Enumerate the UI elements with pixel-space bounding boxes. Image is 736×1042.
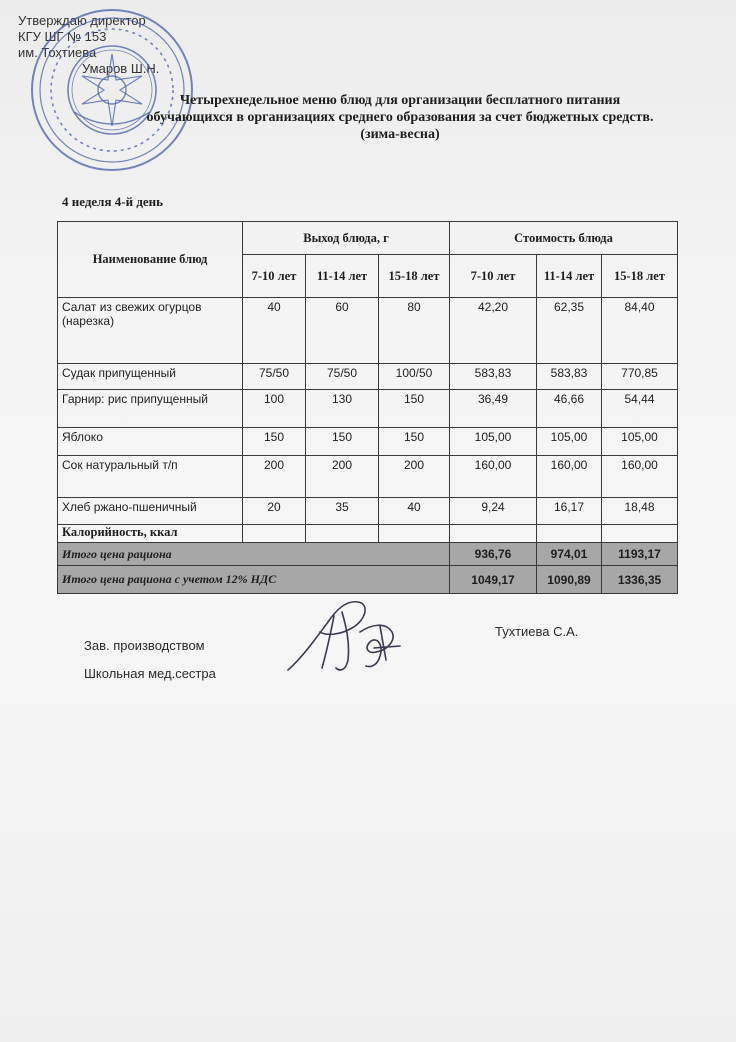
title-line-3: (зима-весна) [360, 127, 440, 142]
header-yield: Выход блюда, г [243, 222, 450, 255]
calories-label: Калорийность, ккал [58, 525, 243, 543]
title-line-1: Четырехнедельное меню блюд для организации бесплатного питания [179, 93, 621, 108]
header-age-group: 11-14 лет [306, 255, 379, 298]
production-head-label: Зав. производством [84, 638, 205, 653]
document-title [80, 92, 720, 143]
header-age-group: 15-18 лет [379, 255, 450, 298]
handwritten-signature-icon [276, 596, 406, 678]
header-cost: Стоимость блюда [450, 222, 678, 255]
dish-name: Гарнир: рис припущенный [58, 390, 243, 428]
dish-name: Хлеб ржано-пшеничный [58, 498, 243, 525]
total-value: 936,76 [450, 543, 537, 566]
total-vat-value: 1049,17 [450, 566, 537, 594]
cost-value: 105,00 [602, 428, 678, 456]
empty-cell [379, 525, 450, 543]
header-age-group: 7-10 лет [450, 255, 537, 298]
cost-value: 84,40 [602, 298, 678, 364]
dish-name: Салат из свежих огурцов (нарезка) [58, 298, 243, 364]
table-row [58, 498, 678, 525]
cost-value: 105,00 [450, 428, 537, 456]
header-age-group: 15-18 лет [602, 255, 678, 298]
yield-value: 200 [243, 456, 306, 498]
empty-cell [602, 525, 678, 543]
cost-value: 16,17 [537, 498, 602, 525]
table-row [58, 456, 678, 498]
yield-value: 40 [379, 498, 450, 525]
approval-line-2: КГУ ШГ № 153 [18, 29, 107, 44]
yield-value: 130 [306, 390, 379, 428]
yield-value: 20 [243, 498, 306, 525]
dish-name: Судак припущенный [58, 364, 243, 390]
total-vat-value: 1090,89 [537, 566, 602, 594]
total-vat-label: Итого цена рациона с учетом 12% НДС [58, 566, 450, 594]
yield-value: 75/50 [243, 364, 306, 390]
cost-value: 105,00 [537, 428, 602, 456]
dish-name: Яблоко [58, 428, 243, 456]
cost-value: 62,35 [537, 298, 602, 364]
cost-value: 583,83 [537, 364, 602, 390]
cost-value: 583,83 [450, 364, 537, 390]
cost-value: 160,00 [537, 456, 602, 498]
yield-value: 75/50 [306, 364, 379, 390]
yield-value: 200 [379, 456, 450, 498]
total-vat-row [58, 566, 678, 594]
table-row [58, 298, 678, 364]
total-value: 1193,17 [602, 543, 678, 566]
cost-value: 42,20 [450, 298, 537, 364]
menu-table [57, 221, 678, 594]
table-row [58, 364, 678, 390]
approval-director-name: Умаров Ш.Н. [82, 61, 160, 76]
total-label: Итого цена рациона [58, 543, 450, 566]
cost-value: 18,48 [602, 498, 678, 525]
cost-value: 160,00 [450, 456, 537, 498]
cost-value: 160,00 [602, 456, 678, 498]
yield-value: 60 [306, 298, 379, 364]
empty-cell [450, 525, 537, 543]
yield-value: 100/50 [379, 364, 450, 390]
school-nurse-label: Школьная мед.сестра [84, 666, 216, 681]
yield-value: 80 [379, 298, 450, 364]
cost-value: 46,66 [537, 390, 602, 428]
title-line-2: обучающихся в организациях среднего образования за счет бюджетных средств. [146, 110, 654, 125]
yield-value: 40 [243, 298, 306, 364]
yield-value: 200 [306, 456, 379, 498]
yield-value: 150 [379, 390, 450, 428]
yield-value: 100 [243, 390, 306, 428]
calories-row [58, 525, 678, 543]
table-row [58, 390, 678, 428]
approval-line-1: Утверждаю директор [18, 13, 146, 28]
total-row [58, 543, 678, 566]
table-row [58, 428, 678, 456]
week-day-label: 4 неделя 4-й день [62, 194, 164, 209]
empty-cell [306, 525, 379, 543]
empty-cell [243, 525, 306, 543]
dish-name: Сок натуральный т/п [58, 456, 243, 498]
yield-value: 150 [379, 428, 450, 456]
cost-value: 770,85 [602, 364, 678, 390]
approval-line-3: им. Тохтиева [18, 45, 97, 60]
official-stamp-icon [28, 6, 196, 174]
cost-value: 54,44 [602, 390, 678, 428]
cost-value: 36,49 [450, 390, 537, 428]
header-dish-name: Наименование блюд [58, 222, 243, 298]
cost-value: 9,24 [450, 498, 537, 525]
header-age-group: 11-14 лет [537, 255, 602, 298]
signatories-block [84, 632, 216, 688]
yield-value: 150 [243, 428, 306, 456]
total-value: 974,01 [537, 543, 602, 566]
header-age-group: 7-10 лет [243, 255, 306, 298]
yield-value: 35 [306, 498, 379, 525]
yield-value: 150 [306, 428, 379, 456]
total-vat-value: 1336,35 [602, 566, 678, 594]
empty-cell [537, 525, 602, 543]
signatory-name: Тухтиева С.А. [495, 624, 579, 639]
